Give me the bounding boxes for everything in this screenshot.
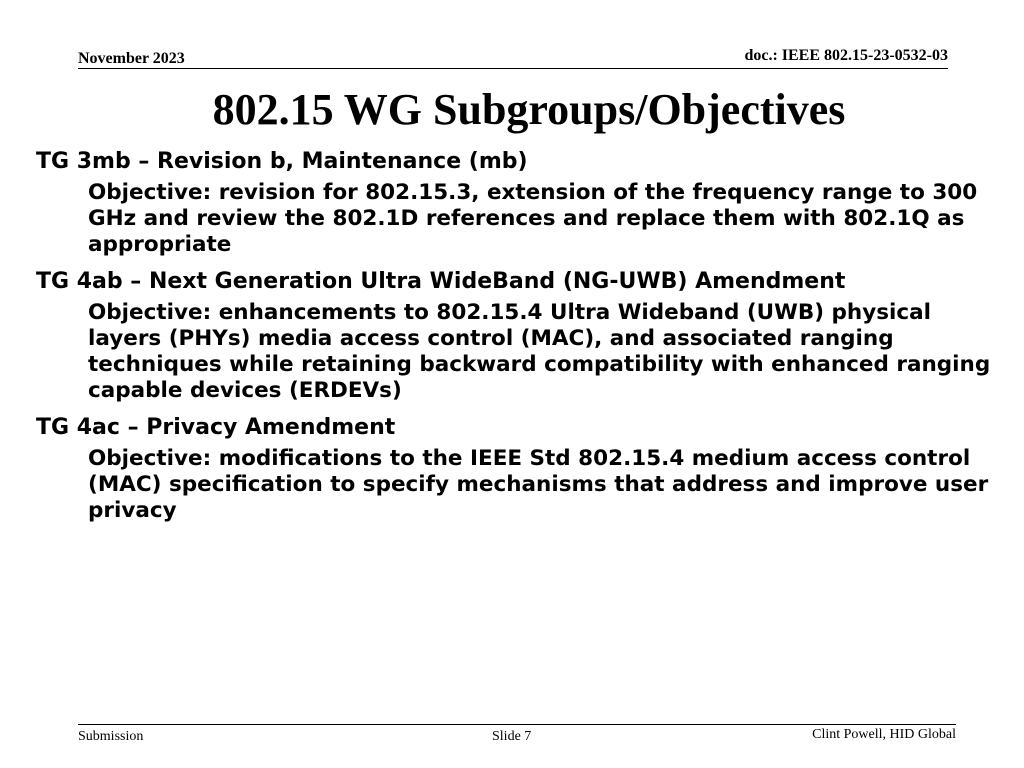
header-date: November 2023 (78, 50, 185, 67)
section-heading: TG 3mb – Revision b, Maintenance (mb) (36, 149, 528, 174)
footer-submission: Submission (78, 729, 144, 744)
section-heading: TG 4ab – Next Generation Ultra WideBand (NG-UWB) Amendment (36, 269, 846, 294)
section-objective: Objective: revision for 802.15.3, extension of the frequency range to 300 GHz and review the 802.1D references and replace them with 802.1Q as appropriate (88, 180, 978, 257)
footer-slide-number: Slide 7 (492, 729, 532, 744)
footer-author: Clint Powell, HID Global (812, 727, 956, 742)
section-tg3mb (36, 148, 996, 258)
section-heading: TG 4ac – Privacy Amendment (36, 415, 396, 440)
section-tg4ab (36, 268, 996, 404)
section-objective: Objective: enhancements to 802.15.4 Ultra Wideband (UWB) physical layers (PHYs) media access control (MAC), and associated ranging techniques while retaining backward compatibility with enhanced ranging capable devices (ERDEVs) (88, 300, 991, 403)
section-tg4ac (36, 414, 996, 524)
section-objective: Objective: modifications to the IEEE Std 802.15.4 medium access control (MAC) specification to specify mechanisms that address and improve user privacy (88, 446, 989, 523)
header-doc-id: doc.: IEEE 802.15-23-0532-03 (744, 47, 948, 64)
header-divider (78, 68, 948, 69)
slide-title: 802.15 WG Subgroups/Objectives (212, 85, 846, 134)
footer-divider (78, 724, 956, 725)
slide-content (36, 148, 996, 524)
